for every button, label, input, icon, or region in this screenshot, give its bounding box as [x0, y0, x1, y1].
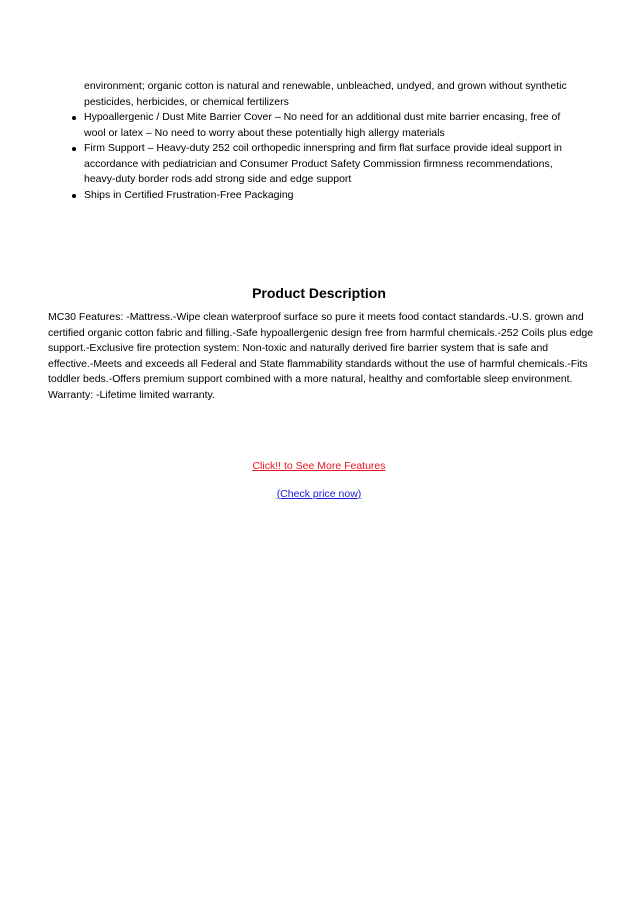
feature-bullet-hypoallergenic — [64, 110, 584, 141]
feature-bullet-text: Hypoallergenic / Dust Mite Barrier Cover – No need for an additional dust mite barrier encasing, free of wool or latex – No need to worry about these potentially high allergy materials — [84, 111, 561, 139]
see-more-features-link[interactable]: Click!! to See More Features — [252, 460, 386, 472]
bullet-dot-icon — [72, 194, 76, 198]
feature-bullet-packaging — [64, 188, 584, 204]
product-description-body: MC30 Features: -Mattress.-Wipe clean waterproof surface so pure it meets food contact standards.-U.S. grown and certified organic cotton fabric and filling.-Safe hypoallergenic design free from harmful chemicals.-252 Coils plus edge support.-Exclusive fire protection system: Non-toxic and naturally derived fire barrier system that is safe and effective.-Meets and exceeds all Federal and State flammability standards without the use of harmful chemicals.-Fits toddler beds.-Offers premium support combined with a more natural, healthy and comfortable sleep environment. Warranty: -Lifetime limited warranty. — [48, 311, 594, 401]
features-continuation-text: environment; organic cotton is natural and renewable, unbleached, undyed, and grown without synthetic pesticides, herbicides, or chemical fertilizers — [84, 80, 567, 108]
product-description-heading: Product Description — [252, 285, 386, 301]
features-section — [64, 79, 584, 203]
bullet-dot-icon — [72, 116, 76, 120]
features-bullet-list — [64, 110, 584, 203]
feature-bullet-firm-support — [64, 141, 584, 188]
bullet-dot-icon — [72, 147, 76, 151]
feature-bullet-text: Firm Support – Heavy-duty 252 coil orthopedic innerspring and firm flat surface provide ideal support in accordance with pediatrician and Consumer Product Safety Commission firmness recommendations, heavy-duty border rods add strong side and edge support — [84, 142, 562, 185]
check-price-link[interactable]: (Check price now) — [276, 488, 362, 500]
feature-bullet-text: Ships in Certified Frustration-Free Packaging — [84, 188, 294, 201]
